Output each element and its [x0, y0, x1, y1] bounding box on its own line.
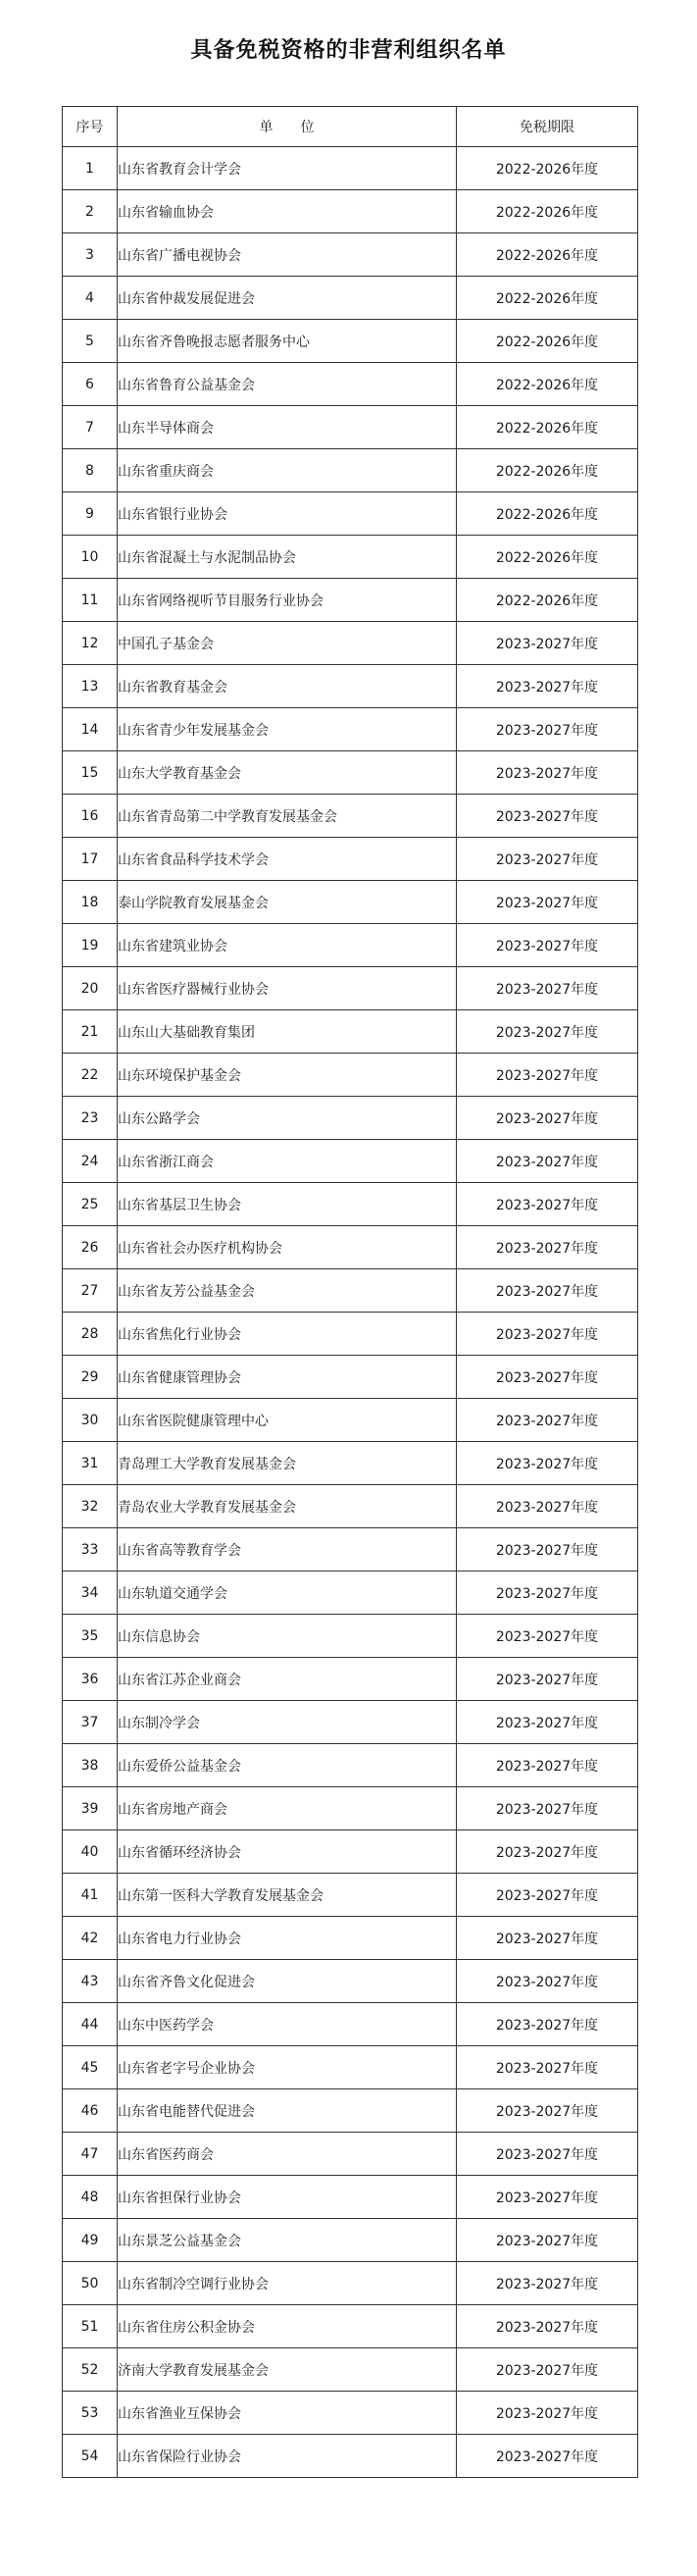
- cell-exemption-period: 2023-2027年度: [457, 665, 638, 708]
- cell-unit-name: 山东省渔业互保协会: [118, 2392, 457, 2435]
- cell-serial-number: 36: [63, 1658, 118, 1701]
- cell-serial-number: 1: [63, 147, 118, 190]
- table-row: [63, 2348, 638, 2392]
- cell-unit-name: 山东省基层卫生协会: [118, 1183, 457, 1226]
- table-row: [63, 320, 638, 363]
- table-row: [63, 1571, 638, 1615]
- cell-serial-number: 4: [63, 277, 118, 320]
- table-row: [63, 1313, 638, 1356]
- cell-exemption-period: 2023-2027年度: [457, 2176, 638, 2219]
- cell-unit-name: 山东省医疗器械行业协会: [118, 967, 457, 1010]
- cell-exemption-period: 2022-2026年度: [457, 233, 638, 277]
- cell-serial-number: 37: [63, 1701, 118, 1744]
- cell-serial-number: 51: [63, 2305, 118, 2348]
- table-row: [63, 1658, 638, 1701]
- table-row: [63, 2262, 638, 2305]
- cell-exemption-period: 2023-2027年度: [457, 1140, 638, 1183]
- cell-serial-number: 10: [63, 536, 118, 579]
- cell-unit-name: 山东省浙江商会: [118, 1140, 457, 1183]
- table-row: [63, 492, 638, 536]
- cell-exemption-period: 2023-2027年度: [457, 1010, 638, 1054]
- cell-unit-name: 山东半导体商会: [118, 406, 457, 449]
- cell-serial-number: 40: [63, 1830, 118, 1874]
- table-row: [63, 1054, 638, 1097]
- table-body: [63, 147, 638, 2478]
- table-row: [63, 2089, 638, 2133]
- cell-unit-name: 山东省广播电视协会: [118, 233, 457, 277]
- cell-exemption-period: 2022-2026年度: [457, 320, 638, 363]
- cell-serial-number: 52: [63, 2348, 118, 2392]
- cell-exemption-period: 2023-2027年度: [457, 1269, 638, 1313]
- cell-unit-name: 山东省友芳公益基金会: [118, 1269, 457, 1313]
- cell-exemption-period: 2023-2027年度: [457, 2435, 638, 2478]
- cell-serial-number: 12: [63, 622, 118, 665]
- cell-unit-name: 山东省房地产商会: [118, 1787, 457, 1830]
- cell-unit-name: 山东省仲裁发展促进会: [118, 277, 457, 320]
- cell-exemption-period: 2023-2027年度: [457, 1226, 638, 1269]
- cell-serial-number: 24: [63, 1140, 118, 1183]
- table-row: [63, 1097, 638, 1140]
- cell-serial-number: 27: [63, 1269, 118, 1313]
- cell-exemption-period: 2023-2027年度: [457, 1658, 638, 1701]
- table-row: [63, 881, 638, 924]
- cell-unit-name: 山东信息协会: [118, 1615, 457, 1658]
- cell-exemption-period: 2023-2027年度: [457, 1183, 638, 1226]
- cell-serial-number: 28: [63, 1313, 118, 1356]
- cell-unit-name: 山东省制冷空调行业协会: [118, 2262, 457, 2305]
- cell-exemption-period: 2023-2027年度: [457, 1097, 638, 1140]
- cell-serial-number: 53: [63, 2392, 118, 2435]
- cell-unit-name: 山东爱侨公益基金会: [118, 1744, 457, 1787]
- cell-serial-number: 15: [63, 751, 118, 795]
- cell-unit-name: 山东山大基础教育集团: [118, 1010, 457, 1054]
- table-row: [63, 1485, 638, 1528]
- cell-serial-number: 22: [63, 1054, 118, 1097]
- table-row: [63, 2176, 638, 2219]
- cell-serial-number: 31: [63, 1442, 118, 1485]
- table-row: [63, 277, 638, 320]
- table-row: [63, 2133, 638, 2176]
- cell-unit-name: 山东大学教育基金会: [118, 751, 457, 795]
- table-row: [63, 449, 638, 492]
- table-header-row: [63, 107, 638, 147]
- cell-unit-name: 山东省青岛第二中学教育发展基金会: [118, 795, 457, 838]
- table-row: [63, 1744, 638, 1787]
- table-row: [63, 2392, 638, 2435]
- cell-exemption-period: 2023-2027年度: [457, 1874, 638, 1917]
- cell-exemption-period: 2023-2027年度: [457, 708, 638, 751]
- cell-serial-number: 43: [63, 1960, 118, 2003]
- table-row: [63, 665, 638, 708]
- cell-unit-name: 山东省齐鲁文化促进会: [118, 1960, 457, 2003]
- table-row: [63, 1183, 638, 1226]
- cell-exemption-period: 2023-2027年度: [457, 2046, 638, 2089]
- cell-serial-number: 3: [63, 233, 118, 277]
- cell-exemption-period: 2023-2027年度: [457, 924, 638, 967]
- cell-unit-name: 山东省电能替代促进会: [118, 2089, 457, 2133]
- cell-exemption-period: 2023-2027年度: [457, 1615, 638, 1658]
- table-row: [63, 622, 638, 665]
- header-serial-number: 序号: [63, 107, 118, 147]
- header-exemption-period: 免税期限: [457, 107, 638, 147]
- table-row: [63, 2305, 638, 2348]
- cell-unit-name: 山东省高等教育学会: [118, 1528, 457, 1571]
- cell-unit-name: 山东省混凝土与水泥制品协会: [118, 536, 457, 579]
- cell-exemption-period: 2023-2027年度: [457, 2089, 638, 2133]
- cell-serial-number: 17: [63, 838, 118, 881]
- cell-exemption-period: 2023-2027年度: [457, 1571, 638, 1615]
- cell-exemption-period: 2023-2027年度: [457, 1701, 638, 1744]
- cell-unit-name: 济南大学教育发展基金会: [118, 2348, 457, 2392]
- table-row: [63, 924, 638, 967]
- cell-unit-name: 山东省焦化行业协会: [118, 1313, 457, 1356]
- cell-serial-number: 34: [63, 1571, 118, 1615]
- table-row: [63, 795, 638, 838]
- cell-serial-number: 32: [63, 1485, 118, 1528]
- cell-unit-name: 青岛农业大学教育发展基金会: [118, 1485, 457, 1528]
- cell-serial-number: 7: [63, 406, 118, 449]
- table-row: [63, 2003, 638, 2046]
- cell-serial-number: 50: [63, 2262, 118, 2305]
- cell-unit-name: 山东省青少年发展基金会: [118, 708, 457, 751]
- cell-unit-name: 山东省齐鲁晚报志愿者服务中心: [118, 320, 457, 363]
- cell-exemption-period: 2023-2027年度: [457, 1830, 638, 1874]
- table-row: [63, 1917, 638, 1960]
- cell-unit-name: 山东省银行业协会: [118, 492, 457, 536]
- cell-exemption-period: 2022-2026年度: [457, 492, 638, 536]
- table-row: [63, 1399, 638, 1442]
- table-row: [63, 967, 638, 1010]
- cell-exemption-period: 2023-2027年度: [457, 1485, 638, 1528]
- table-row: [63, 406, 638, 449]
- cell-exemption-period: 2023-2027年度: [457, 1442, 638, 1485]
- cell-unit-name: 山东省医院健康管理中心: [118, 1399, 457, 1442]
- cell-serial-number: 48: [63, 2176, 118, 2219]
- cell-exemption-period: 2023-2027年度: [457, 1917, 638, 1960]
- cell-serial-number: 19: [63, 924, 118, 967]
- cell-unit-name: 山东省建筑业协会: [118, 924, 457, 967]
- cell-serial-number: 46: [63, 2089, 118, 2133]
- cell-exemption-period: 2023-2027年度: [457, 1528, 638, 1571]
- cell-unit-name: 山东省江苏企业商会: [118, 1658, 457, 1701]
- cell-serial-number: 44: [63, 2003, 118, 2046]
- cell-exemption-period: 2023-2027年度: [457, 1313, 638, 1356]
- cell-unit-name: 山东轨道交通学会: [118, 1571, 457, 1615]
- table-row: [63, 1528, 638, 1571]
- cell-unit-name: 山东省保险行业协会: [118, 2435, 457, 2478]
- cell-exemption-period: 2023-2027年度: [457, 795, 638, 838]
- cell-serial-number: 33: [63, 1528, 118, 1571]
- cell-exemption-period: 2023-2027年度: [457, 622, 638, 665]
- cell-exemption-period: 2023-2027年度: [457, 881, 638, 924]
- cell-exemption-period: 2023-2027年度: [457, 1054, 638, 1097]
- cell-unit-name: 山东省担保行业协会: [118, 2176, 457, 2219]
- table-row: [63, 579, 638, 622]
- cell-unit-name: 山东省鲁育公益基金会: [118, 363, 457, 406]
- cell-serial-number: 39: [63, 1787, 118, 1830]
- cell-unit-name: 青岛理工大学教育发展基金会: [118, 1442, 457, 1485]
- cell-exemption-period: 2023-2027年度: [457, 1356, 638, 1399]
- table-row: [63, 1442, 638, 1485]
- cell-unit-name: 山东省食品科学技术学会: [118, 838, 457, 881]
- table-row: [63, 838, 638, 881]
- table-row: [63, 2046, 638, 2089]
- cell-unit-name: 山东省教育会计学会: [118, 147, 457, 190]
- document-title: 具备免税资格的非营利组织名单: [190, 38, 507, 63]
- cell-exemption-period: 2023-2027年度: [457, 2348, 638, 2392]
- cell-serial-number: 13: [63, 665, 118, 708]
- header-unit: 单 位: [118, 107, 457, 147]
- cell-unit-name: 山东省医药商会: [118, 2133, 457, 2176]
- cell-unit-name: 山东环境保护基金会: [118, 1054, 457, 1097]
- cell-unit-name: 中国孔子基金会: [118, 622, 457, 665]
- table-row: [63, 1830, 638, 1874]
- cell-unit-name: 山东省电力行业协会: [118, 1917, 457, 1960]
- cell-unit-name: 山东省老字号企业协会: [118, 2046, 457, 2089]
- cell-exemption-period: 2023-2027年度: [457, 838, 638, 881]
- organization-table: [62, 106, 638, 2478]
- cell-serial-number: 8: [63, 449, 118, 492]
- cell-serial-number: 45: [63, 2046, 118, 2089]
- cell-serial-number: 29: [63, 1356, 118, 1399]
- table-row: [63, 190, 638, 233]
- cell-serial-number: 54: [63, 2435, 118, 2478]
- cell-exemption-period: 2022-2026年度: [457, 536, 638, 579]
- cell-serial-number: 38: [63, 1744, 118, 1787]
- cell-exemption-period: 2022-2026年度: [457, 449, 638, 492]
- cell-exemption-period: 2022-2026年度: [457, 190, 638, 233]
- cell-unit-name: 山东第一医科大学教育发展基金会: [118, 1874, 457, 1917]
- cell-exemption-period: 2023-2027年度: [457, 1960, 638, 2003]
- table-row: [63, 1874, 638, 1917]
- cell-exemption-period: 2022-2026年度: [457, 579, 638, 622]
- cell-serial-number: 6: [63, 363, 118, 406]
- cell-serial-number: 16: [63, 795, 118, 838]
- cell-serial-number: 9: [63, 492, 118, 536]
- cell-serial-number: 2: [63, 190, 118, 233]
- cell-unit-name: 山东制冷学会: [118, 1701, 457, 1744]
- table-header: [63, 107, 638, 147]
- cell-serial-number: 21: [63, 1010, 118, 1054]
- cell-exemption-period: 2023-2027年度: [457, 2392, 638, 2435]
- cell-exemption-period: 2023-2027年度: [457, 2133, 638, 2176]
- cell-exemption-period: 2023-2027年度: [457, 1744, 638, 1787]
- cell-unit-name: 山东景芝公益基金会: [118, 2219, 457, 2262]
- table-row: [63, 1226, 638, 1269]
- cell-serial-number: 49: [63, 2219, 118, 2262]
- table-row: [63, 1960, 638, 2003]
- table-row: [63, 1615, 638, 1658]
- cell-serial-number: 11: [63, 579, 118, 622]
- cell-unit-name: 山东省重庆商会: [118, 449, 457, 492]
- cell-exemption-period: 2023-2027年度: [457, 2003, 638, 2046]
- cell-exemption-period: 2023-2027年度: [457, 1399, 638, 1442]
- cell-serial-number: 35: [63, 1615, 118, 1658]
- cell-unit-name: 山东公路学会: [118, 1097, 457, 1140]
- cell-exemption-period: 2023-2027年度: [457, 2305, 638, 2348]
- table-row: [63, 2435, 638, 2478]
- table-row: [63, 1010, 638, 1054]
- cell-serial-number: 20: [63, 967, 118, 1010]
- cell-exemption-period: 2022-2026年度: [457, 363, 638, 406]
- cell-unit-name: 山东省健康管理协会: [118, 1356, 457, 1399]
- table-row: [63, 2219, 638, 2262]
- cell-serial-number: 41: [63, 1874, 118, 1917]
- table-row: [63, 1269, 638, 1313]
- cell-serial-number: 42: [63, 1917, 118, 1960]
- cell-exemption-period: 2023-2027年度: [457, 751, 638, 795]
- cell-unit-name: 山东省循环经济协会: [118, 1830, 457, 1874]
- cell-serial-number: 30: [63, 1399, 118, 1442]
- cell-serial-number: 26: [63, 1226, 118, 1269]
- table-row: [63, 233, 638, 277]
- cell-serial-number: 14: [63, 708, 118, 751]
- cell-unit-name: 山东中医药学会: [118, 2003, 457, 2046]
- cell-unit-name: 山东省输血协会: [118, 190, 457, 233]
- table-row: [63, 1356, 638, 1399]
- table-row: [63, 751, 638, 795]
- cell-exemption-period: 2023-2027年度: [457, 2262, 638, 2305]
- cell-unit-name: 山东省社会办医疗机构协会: [118, 1226, 457, 1269]
- table-row: [63, 147, 638, 190]
- table-row: [63, 1787, 638, 1830]
- cell-unit-name: 泰山学院教育发展基金会: [118, 881, 457, 924]
- table-row: [63, 1701, 638, 1744]
- cell-exemption-period: 2023-2027年度: [457, 2219, 638, 2262]
- cell-unit-name: 山东省网络视听节目服务行业协会: [118, 579, 457, 622]
- cell-unit-name: 山东省教育基金会: [118, 665, 457, 708]
- cell-exemption-period: 2022-2026年度: [457, 406, 638, 449]
- cell-serial-number: 5: [63, 320, 118, 363]
- table-row: [63, 708, 638, 751]
- cell-serial-number: 25: [63, 1183, 118, 1226]
- table-row: [63, 1140, 638, 1183]
- cell-serial-number: 23: [63, 1097, 118, 1140]
- table-row: [63, 536, 638, 579]
- cell-unit-name: 山东省住房公积金协会: [118, 2305, 457, 2348]
- cell-exemption-period: 2022-2026年度: [457, 277, 638, 320]
- table-row: [63, 363, 638, 406]
- cell-exemption-period: 2022-2026年度: [457, 147, 638, 190]
- cell-serial-number: 18: [63, 881, 118, 924]
- cell-exemption-period: 2023-2027年度: [457, 967, 638, 1010]
- cell-serial-number: 47: [63, 2133, 118, 2176]
- cell-exemption-period: 2023-2027年度: [457, 1787, 638, 1830]
